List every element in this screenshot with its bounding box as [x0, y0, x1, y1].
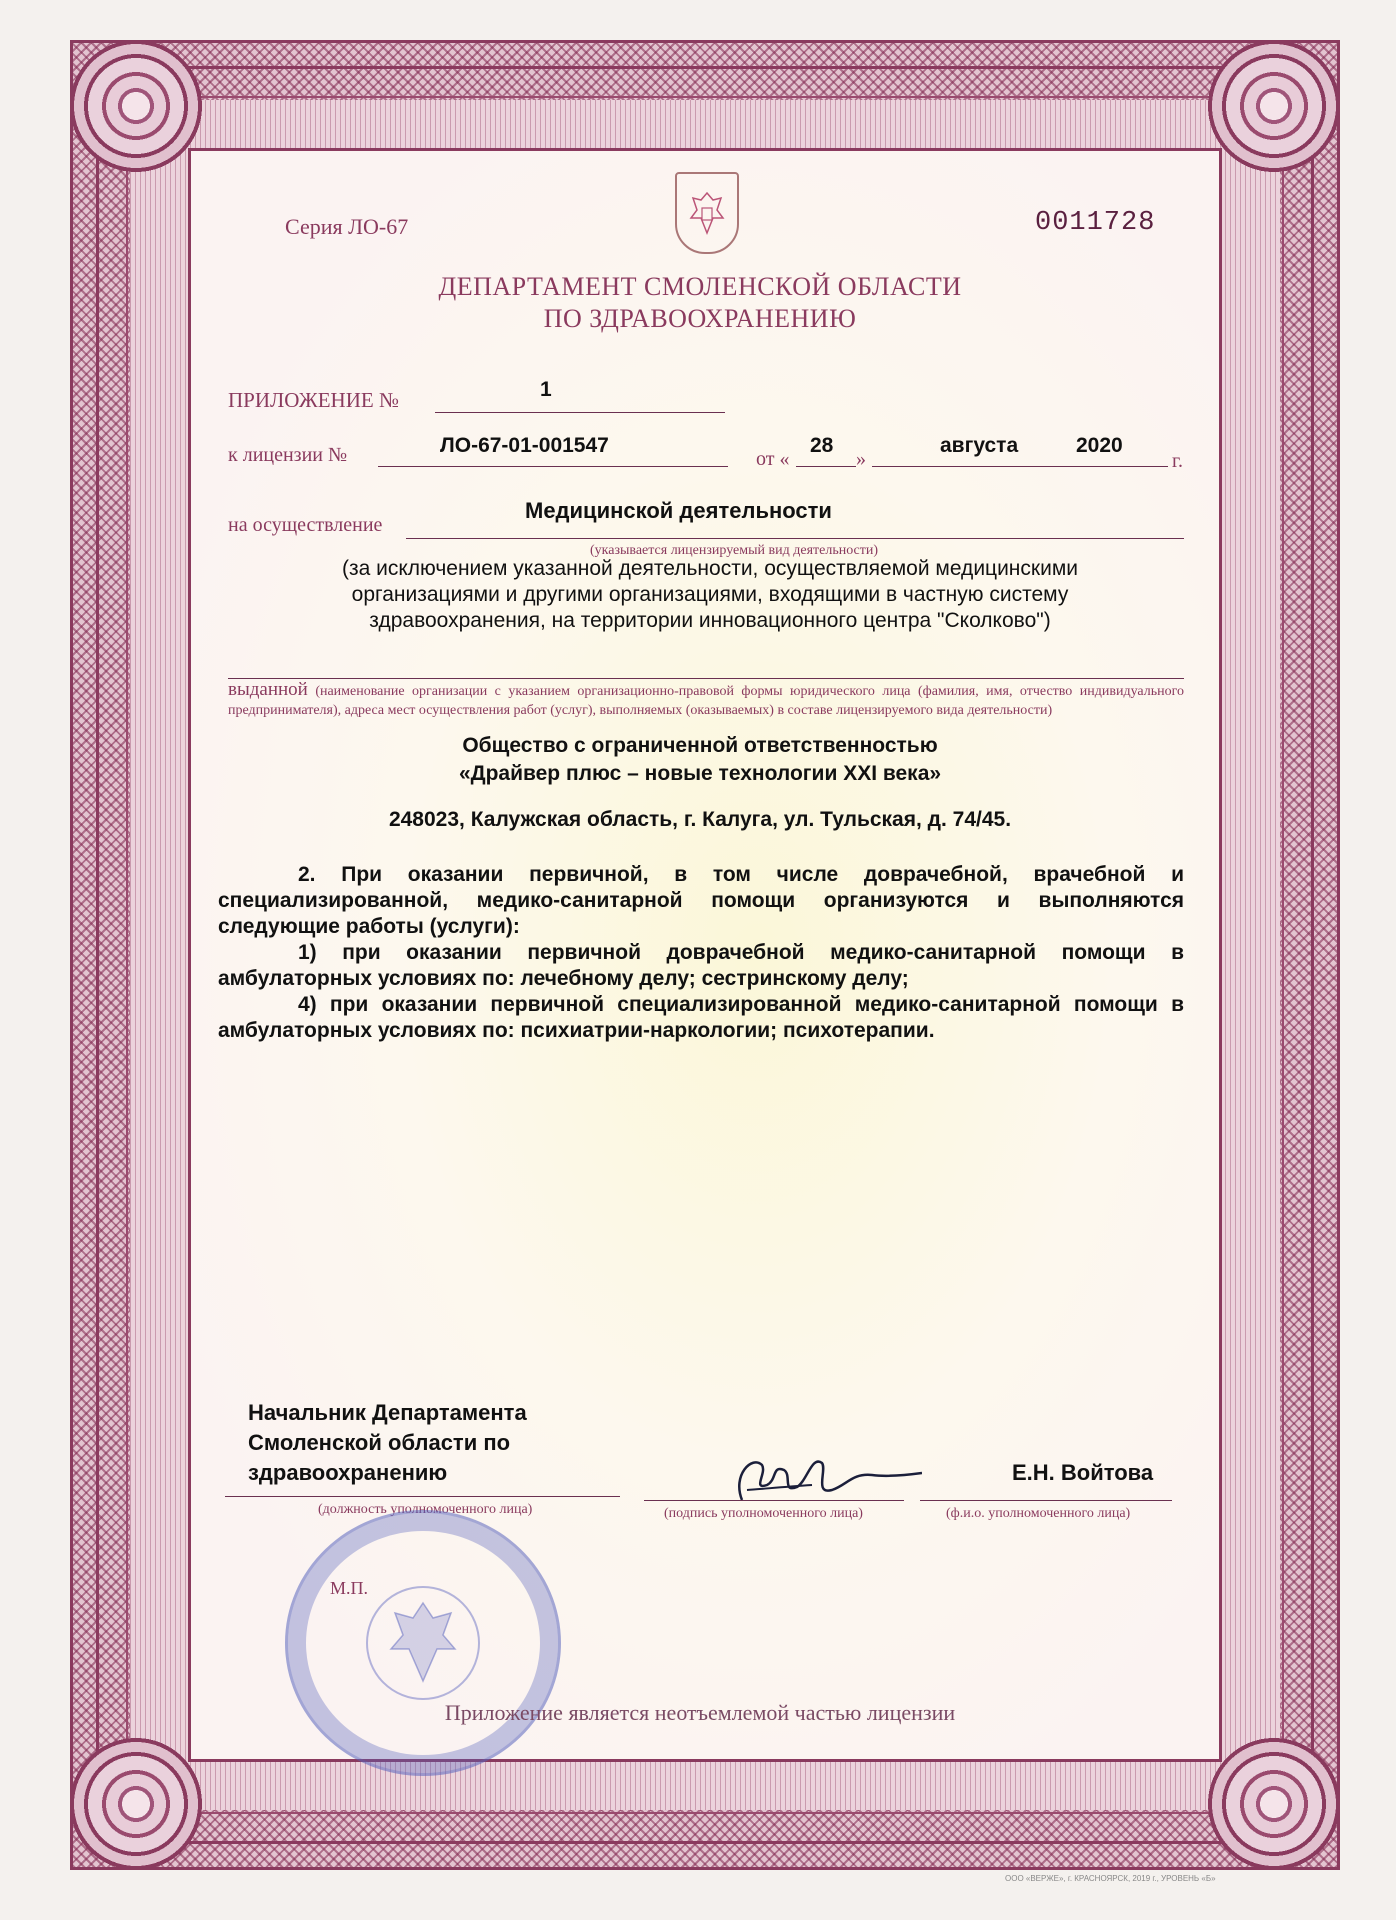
date-from-label: от « [756, 448, 790, 470]
separator-line [228, 678, 1184, 679]
rosette-ornament [66, 36, 206, 176]
license-day: 28 [810, 434, 834, 457]
position-hint: (должность уполномоченного лица) [318, 1502, 533, 1517]
handwritten-signature [722, 1445, 922, 1515]
license-year: 2020 [1076, 434, 1123, 457]
double-headed-eagle-icon [363, 1583, 483, 1703]
signature-hint: (подпись уполномоченного лица) [664, 1506, 863, 1521]
works-section [218, 862, 1184, 1044]
printer-imprint: ООО «ВЕРЖЕ», г. КРАСНОЯРСК, 2019 г., УРОВЕНЬ «Б» [1005, 1874, 1216, 1883]
official-seal [285, 1510, 561, 1776]
signer-position-line: здравоохранению [248, 1460, 448, 1485]
organization-line: Общество с ограниченной ответственностью [462, 734, 938, 757]
signer-name: Е.Н. Войтова [1012, 1460, 1154, 1485]
activity-value: Медицинской деятельности [525, 498, 832, 523]
activity-hint: (указывается лицензируемый вид деятельности) [590, 543, 879, 558]
license-number: ЛО-67-01-001547 [440, 434, 609, 457]
signer-position-line: Начальник Департамента [248, 1400, 527, 1425]
works-paragraph: 2. При оказании первичной, в том числе доврачебной, врачебной и специализированной, медико-санитарной помощи организуются и выполняются следующие работы (услуги): [218, 863, 1184, 938]
seal-placeholder-label: М.П. [330, 1578, 369, 1598]
department-title: ДЕПАРТАМЕНТ СМОЛЕНСКОЙ ОБЛАСТИ [438, 272, 962, 301]
works-item: 1) при оказании первичной доврачебной медико-санитарной помощи в амбулаторных условиях по: лечебному делу; сестринскому делу; [218, 941, 1184, 990]
activity-underline [406, 538, 1184, 539]
appendix-underline [435, 412, 725, 413]
month-year-underline [872, 466, 1168, 467]
name-hint: (ф.и.о. уполномоченного лица) [946, 1506, 1131, 1521]
license-month: августа [940, 434, 1019, 457]
license-underline [378, 466, 728, 467]
organization-name [300, 732, 1100, 788]
series-label: Серия ЛО-67 [285, 214, 409, 239]
coat-of-arms-icon [675, 172, 739, 254]
rosette-ornament [1204, 1734, 1344, 1874]
issued-hint: (наименование организации с указанием организационно-правовой формы юридического лица (фамилия, имя, отчество индивидуального предпринимателя), адреса мест осуществления работ (услуг), выполняемых (оказываемых) в составе лицензируемого вида деятельности) [228, 684, 1185, 718]
license-label: к лицензии № [228, 444, 348, 466]
organization-address: 248023, Калужская область, г. Калуга, ул. Тульская, д. 74/45. [388, 808, 1012, 831]
day-underline [796, 466, 856, 467]
activity-label: на осуществление [228, 514, 383, 536]
form-number: 0011728 [1035, 208, 1156, 238]
issued-block [228, 680, 1184, 720]
footer-note: Приложение является неотъемлемой частью лицензии [444, 1700, 956, 1725]
appendix-number: 1 [540, 378, 552, 401]
signer-position-line: Смоленской области по [248, 1430, 511, 1455]
position-underline [225, 1496, 620, 1497]
name-underline [920, 1500, 1172, 1501]
activity-note: (за исключением указанной деятельности, осуществляемой медицинскими организациями и другими организациями, входящими в частную систему здравоохранения, на территории инновационного центра "Сколково") [342, 557, 1078, 632]
signature-underline [644, 1500, 904, 1501]
rosette-ornament [1204, 36, 1344, 176]
year-suffix: г. [1172, 450, 1183, 472]
issued-label: выданной [228, 679, 308, 700]
organization-line: «Драйвер плюс – новые технологии XXI века» [458, 762, 942, 785]
date-close-quote: » [856, 448, 866, 470]
appendix-label: ПРИЛОЖЕНИЕ № [228, 388, 399, 412]
works-item: 4) при оказании первичной специализированной медико-санитарной помощи в амбулаторных условиях по: психиатрии-наркологии; психотерапии. [218, 993, 1184, 1042]
rosette-ornament [66, 1734, 206, 1874]
department-subtitle: ПО ЗДРАВООХРАНЕНИЮ [543, 304, 857, 333]
signer-position [248, 1398, 527, 1488]
